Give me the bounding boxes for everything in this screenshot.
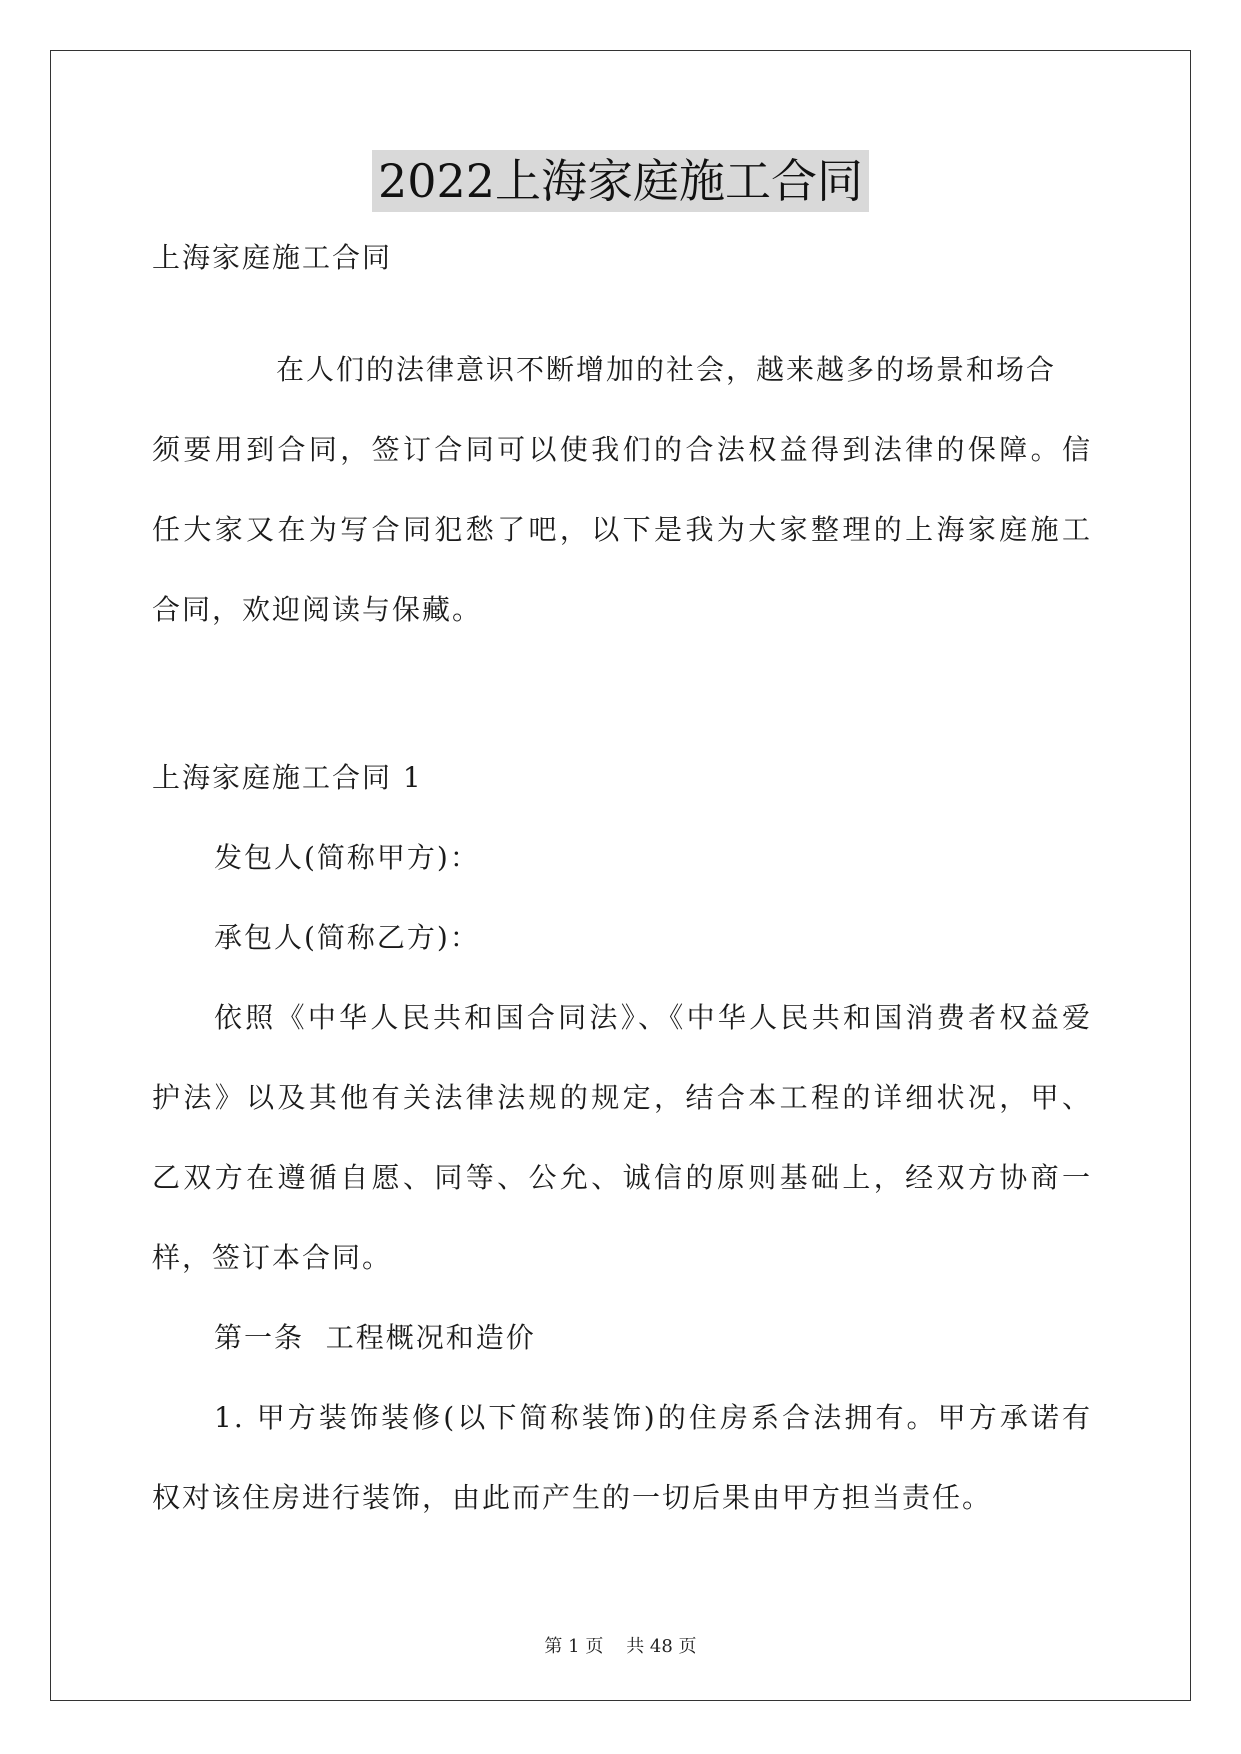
clause-line: 1. 甲方装饰装修(以下简称装饰)的住房系合法拥有。甲方承诺有 [214,1401,1092,1434]
clause-line: 权对该住房进行装饰，由此而产生的一切后果由甲方担当责任。 [152,1481,993,1514]
party-b-label: 承包人(简称乙方)： [214,921,480,954]
basis-line: 依照《中华人民共和国合同法》、《中华人民共和国消费者权益爱 [214,1001,1092,1034]
basis-line: 护法》以及其他有关法律法规的规定，结合本工程的详细状况，甲、 [152,1081,1092,1114]
page-footer: 第 1 页 共 48 页 [544,1636,697,1657]
intro-line: 合同，欢迎阅读与保藏。 [152,593,483,626]
basis-line: 乙双方在遵循自愿、同等、公允、诚信的原则基础上，经双方协商一 [152,1161,1092,1194]
article-1-title: 第一条 工程概况和造价 [214,1321,536,1354]
party-a-label: 发包人(简称甲方)： [214,841,480,874]
intro-line: 须要用到合同，签订合同可以使我们的合法权益得到法律的保障。信 [152,433,1092,466]
title-container [0,150,1241,212]
intro-line: 任大家又在为写合同犯愁了吧，以下是我为大家整理的上海家庭施工 [152,513,1092,546]
document-heading: 上海家庭施工合同 [152,241,393,274]
section-title: 上海家庭施工合同 1 [152,761,423,794]
basis-line: 样，签订本合同。 [152,1241,393,1274]
document-title: 2022上海家庭施工合同 [372,150,869,212]
intro-line: 在人们的法律意识不断增加的社会，越来越多的场景和场合 [276,353,1057,386]
